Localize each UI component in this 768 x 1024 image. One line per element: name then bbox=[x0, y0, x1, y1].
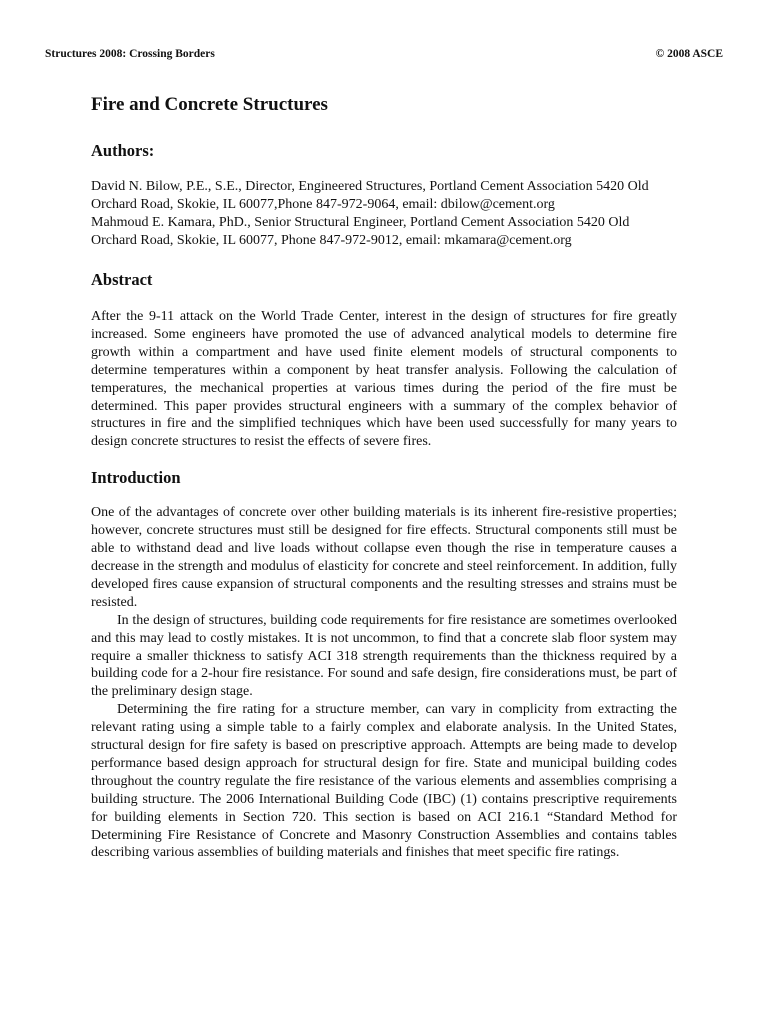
author-entry: Mahmoud E. Kamara, PhD., Senior Structural Engineer, Portland Cement Association 5420 Old Orchard Road, Skokie, IL 60077, Phone 847-972-9012, email: mkamara@cement.org bbox=[91, 215, 630, 248]
abstract-heading: Abstract bbox=[91, 270, 153, 289]
authors-heading: Authors: bbox=[91, 141, 155, 160]
paper-body bbox=[91, 92, 677, 862]
abstract-paragraph: After the 9-11 attack on the World Trade Center, interest in the design of structures for fire greatly increased. Some engineers have promoted the use of advanced analytical models to determine fire growth within a compartment and have used finite element models of structural components to determine temperatures within a component by heat transfer analysis. Following the calculation of temperatures, the mechanical properties at various times during the period of the fire must be determined. This paper provides structural engineers with a summary of the complex behavior of structures in fire and the simplified techniques which have been used successfully for many years to design concrete structures to resist the effects of severe fires. bbox=[91, 309, 677, 450]
introduction-heading: Introduction bbox=[91, 468, 181, 488]
authors-block bbox=[91, 178, 677, 250]
author-entry: David N. Bilow, P.E., S.E., Director, Engineered Structures, Portland Cement Association 5420 Old Orchard Road, Skokie, IL 60077,Phone 847-972-9064, email: dbilow@cement.org bbox=[91, 179, 649, 212]
introduction-paragraph: Determining the fire rating for a structure member, can vary in complicity from extracting the relevant rating using a simple table to a fairly complex and elaborate analysis. In the United States, structural design for fire safety is based on prescriptive approach. Attempts are being made to develop performance based design approach for structural design for fire. State and municipal building codes throughout the country regulate the fire resistance of the various elements and assemblies comprising a building structure. The 2006 International Building Code (IBC) (1) contains prescriptive requirements for building elements in Section 720. This section is based on ACI 216.1 “Standard Method for Determining Fire Resistance of Concrete and Masonry Construction Assemblies and contains tables describing various assemblies of building materials and finishes that meet specific fire ratings. bbox=[91, 702, 677, 861]
running-header bbox=[45, 48, 723, 60]
introduction-paragraph: One of the advantages of concrete over other building materials is its inherent fire-resistive properties; however, concrete structures must still be designed for fire effects. Structural components still must be able to withstand dead and live loads without collapse even though the rise in temperature causes a decrease in the strength and modulus of elasticity for concrete and steel reinforcement. In addition, fully developed fires cause expansion of structural components and the resulting stresses and strains must be resisted. bbox=[91, 505, 677, 610]
paper-title: Fire and Concrete Structures bbox=[91, 94, 328, 115]
header-left-text: Structures 2008: Crossing Borders bbox=[45, 48, 215, 60]
introduction-paragraph: In the design of structures, building code requirements for fire resistance are sometimes overlooked and this may lead to costly mistakes. It is not uncommon, to find that a concrete slab floor system may require a smaller thickness to satisfy ACI 318 strength requirements than the thickness required by a building code for a 2-hour fire resistance. For sound and safe design, fire considerations must, be part of the preliminary design stage. bbox=[91, 612, 677, 700]
header-right-text: © 2008 ASCE bbox=[655, 48, 723, 60]
